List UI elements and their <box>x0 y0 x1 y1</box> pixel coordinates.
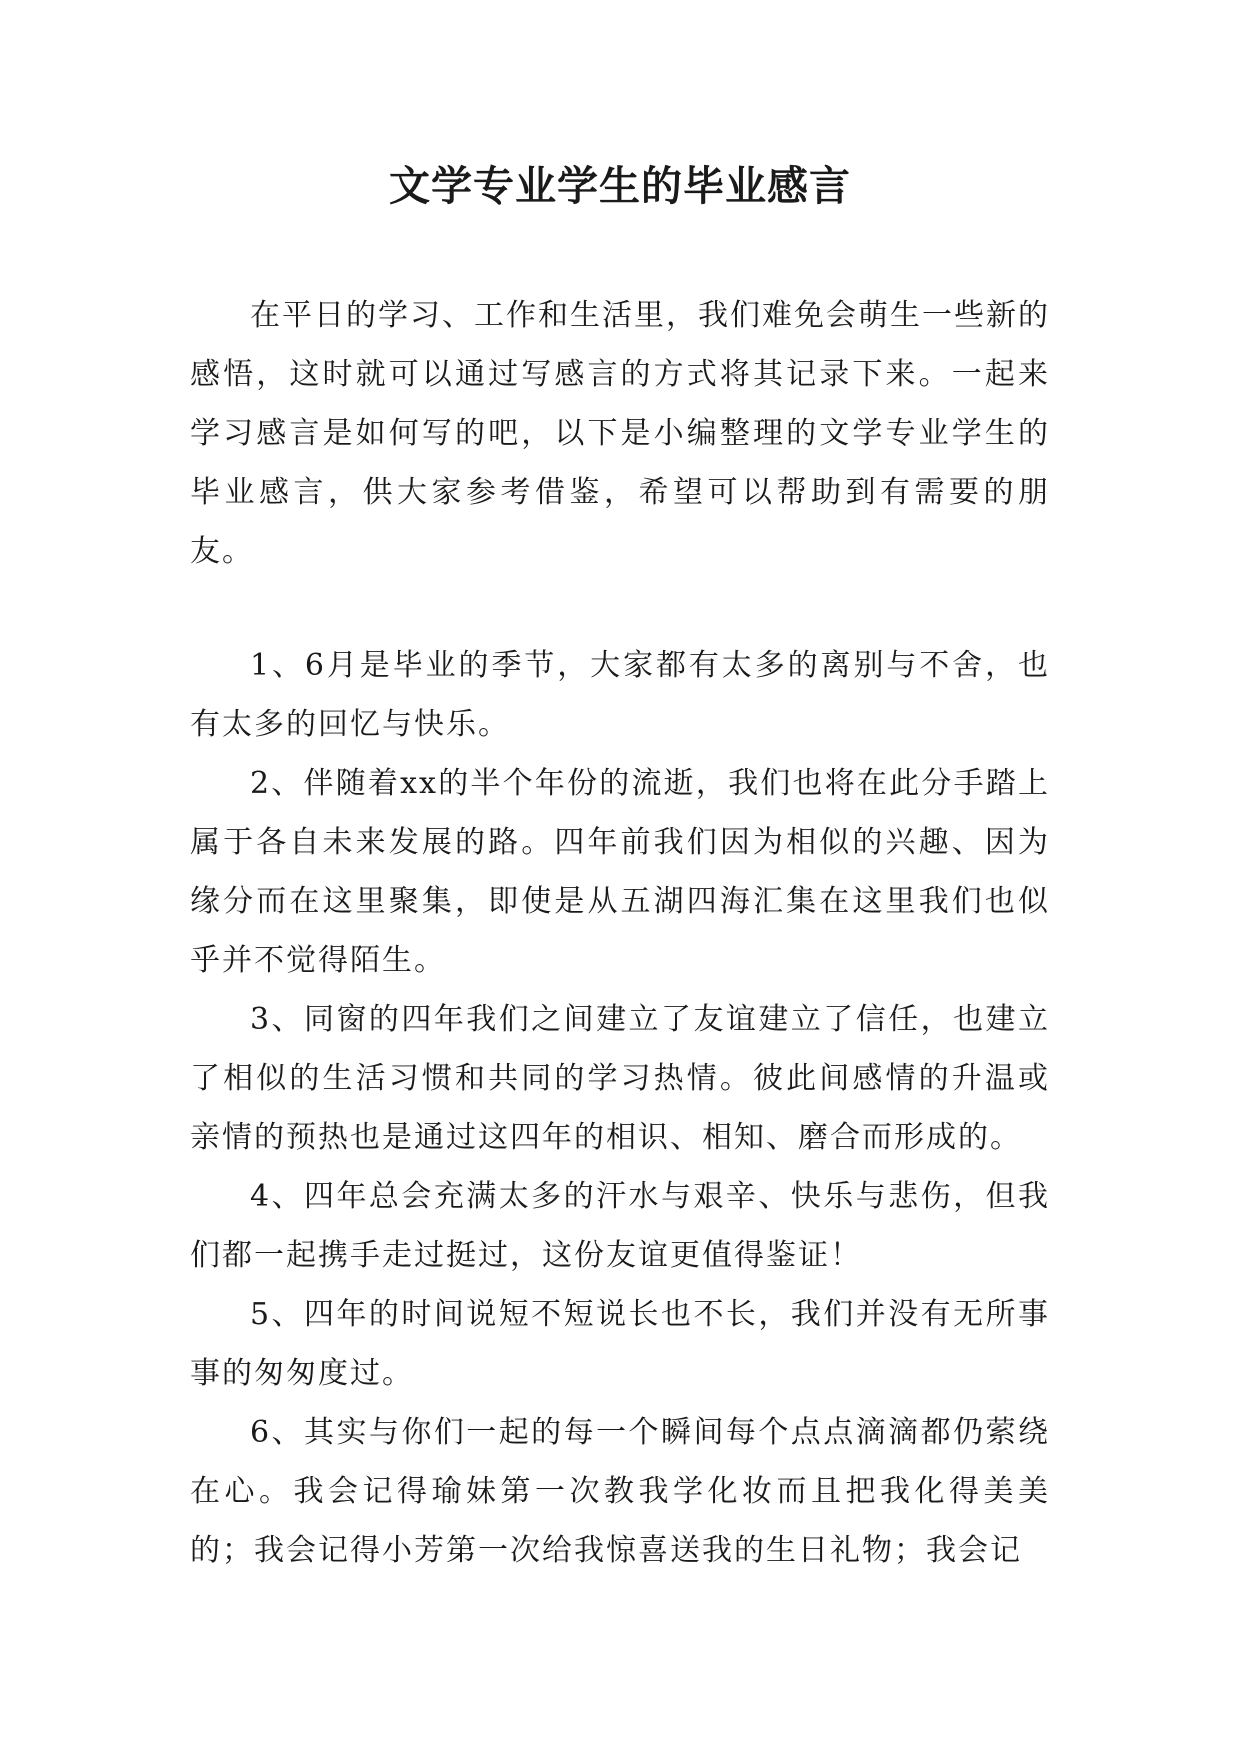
document-title: 文学专业学生的毕业感言 <box>389 162 851 210</box>
list-item: 5、四年的时间说短不短说长也不长，我们并没有无所事事的匆匆度过。 <box>190 1297 1050 1391</box>
list-item: 1、6月是毕业的季节，大家都有太多的离别与不舍，也有太多的回忆与快乐。 <box>190 648 1050 742</box>
item-list <box>190 636 1050 1580</box>
list-item: 3、同窗的四年我们之间建立了友谊建立了信任，也建立了相似的生活习惯和共同的学习热情。彼此间感情的升温或亲情的预热也是通过这四年的相识、相知、磨合而形成的。 <box>190 1002 1050 1155</box>
list-item: 6、其实与你们一起的每一个瞬间每个点点滴滴都仍萦绕在心。我会记得瑜妹第一次教我学化妆而且把我化得美美的；我会记得小芳第一次给我惊喜送我的生日礼物；我会记 <box>190 1415 1050 1568</box>
list-item: 4、四年总会充满太多的汗水与艰辛、快乐与悲伤，但我们都一起携手走过挺过，这份友谊更值得鉴证！ <box>190 1179 1050 1273</box>
intro-paragraph: 在平日的学习、工作和生活里，我们难免会萌生一些新的感悟，这时就可以通过写感言的方式将其记录下来。一起来学习感言是如何写的吧，以下是小编整理的文学专业学生的毕业感言，供大家参考借鉴，希望可以帮助到有需要的朋友。 <box>190 298 1050 569</box>
list-item: 2、伴随着xx的半个年份的流逝，我们也将在此分手踏上属于各自未来发展的路。四年前我们因为相似的兴趣、因为缘分而在这里聚集，即使是从五湖四海汇集在这里我们也似乎并不觉得陌生。 <box>190 766 1050 978</box>
